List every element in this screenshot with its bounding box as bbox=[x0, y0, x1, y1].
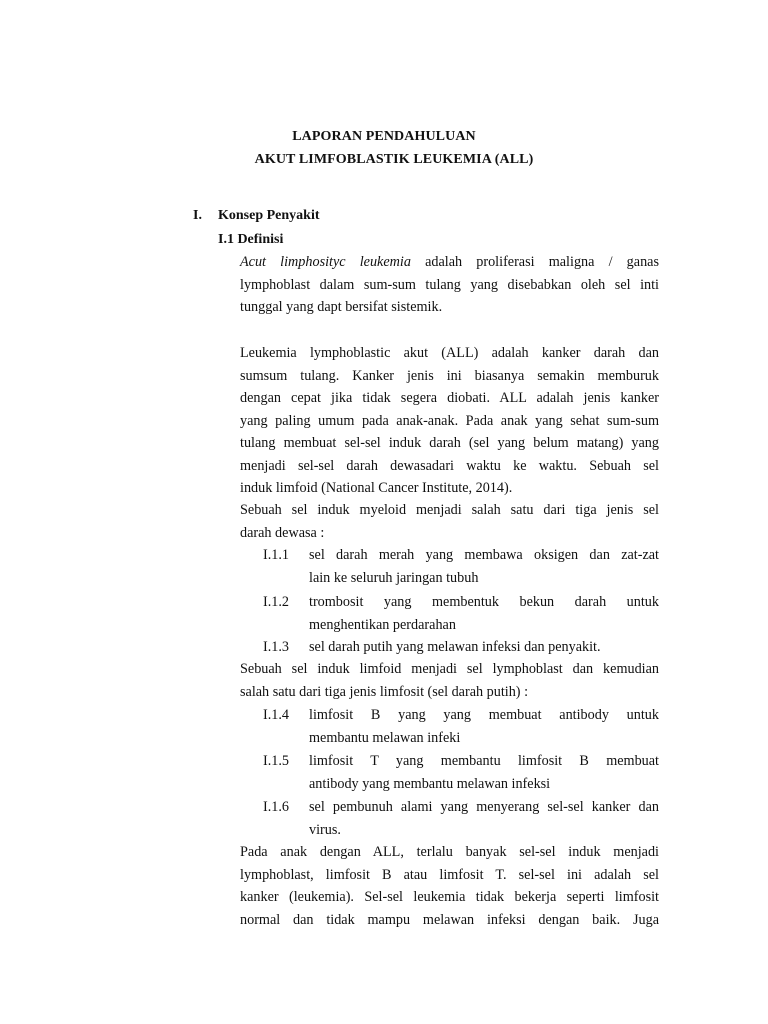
list-item-line: lain ke seluruh jaringan tubuh bbox=[309, 569, 479, 586]
italic-term: Acut limphosityc leukemia bbox=[240, 254, 411, 270]
list-item-line: antibody yang membantu melawan infeksi bbox=[309, 775, 551, 792]
list-item-number: I.1.5 bbox=[263, 753, 290, 769]
document-title-line-1: LAPORAN PENDAHULUAN bbox=[292, 129, 476, 144]
paragraph-line: menjadi sel-sel darah dewasadari waktu ke waktu. Sebuah sel bbox=[240, 457, 659, 474]
list-item-number: I.1.2 bbox=[263, 594, 290, 610]
list-item-line: sel darah putih yang melawan infeksi dan penyakit. bbox=[309, 639, 601, 655]
paragraph-line: darah dewasa : bbox=[240, 524, 325, 541]
paragraph-definition bbox=[240, 251, 659, 319]
paragraph-all-children bbox=[240, 841, 659, 931]
subsection-title: I.1 Definisi bbox=[218, 232, 284, 247]
paragraph-line: tulang membuat sel-sel induk darah (sel yang belum matang) yang bbox=[240, 435, 659, 451]
paragraph-line: Sebuah sel induk myeloid menjadi salah satu dari tiga jenis sel bbox=[240, 502, 659, 518]
list-item-line: trombosit yang membentuk bekun darah untuk bbox=[309, 594, 659, 610]
paragraph-line: dengan cepat jika tidak segera diobati. ALL adalah jenis kanker bbox=[240, 390, 659, 406]
list-item-line: sel pembunuh alami yang menyerang sel-sel kanker dan bbox=[309, 799, 659, 815]
list-item-line: membantu melawan infeki bbox=[309, 729, 461, 746]
document-title-line-2: AKUT LIMFOBLASTIK LEUKEMIA (ALL) bbox=[254, 152, 534, 167]
section-number: I. bbox=[193, 208, 202, 223]
list-item-line: menghentikan perdarahan bbox=[309, 616, 456, 633]
list-item-line: limfosit B yang yang membuat antibody untuk bbox=[309, 707, 659, 723]
paragraph-all-description bbox=[240, 342, 659, 500]
list-item-line: limfosit T yang membantu limfosit B membuat bbox=[309, 753, 659, 769]
paragraph-line: yang paling umum pada anak-anak. Pada anak yang sehat sum-sum bbox=[240, 412, 659, 429]
paragraph-line: normal dan tidak mampu melawan infeksi dengan baik. Juga bbox=[240, 911, 659, 928]
paragraph-lymphoid bbox=[240, 658, 659, 703]
list-item-number: I.1.1 bbox=[263, 547, 290, 563]
list-item-number: I.1.3 bbox=[263, 639, 290, 655]
list-item-number: I.1.6 bbox=[263, 799, 290, 815]
paragraph-line: lymphoblast, limfosit B atau limfosit T. sel-sel ini adalah sel bbox=[240, 866, 659, 883]
paragraph-myeloid bbox=[240, 499, 659, 544]
paragraph-line: salah satu dari tiga jenis limfosit (sel darah putih) : bbox=[240, 683, 529, 700]
paragraph-line bbox=[240, 251, 659, 274]
paragraph-line: Pada anak dengan ALL, terlalu banyak sel-sel induk menjadi bbox=[240, 844, 659, 860]
paragraph-line: sumsum tulang. Kanker jenis ini biasanya semakin memburuk bbox=[240, 367, 659, 384]
paragraph-line: Sebuah sel induk limfoid menjadi sel lymphoblast dan kemudian bbox=[240, 661, 659, 677]
list-item-line: virus. bbox=[309, 821, 341, 838]
list-item-number: I.1.4 bbox=[263, 707, 290, 723]
paragraph-line: lymphoblast dalam sum-sum tulang yang disebabkan oleh sel inti bbox=[240, 276, 659, 293]
paragraph-line: kanker (leukemia). Sel-sel leukemia tidak bekerja seperti limfosit bbox=[240, 889, 659, 905]
paragraph-line: tunggal yang dapt bersifat sistemik. bbox=[240, 299, 443, 315]
paragraph-line: Leukemia lymphoblastic akut (ALL) adalah kanker darah dan bbox=[240, 345, 659, 361]
list-item-line: sel darah merah yang membawa oksigen dan zat-zat bbox=[309, 547, 659, 563]
paragraph-text: adalah proliferasi maligna / ganas bbox=[425, 254, 659, 270]
paragraph-line: induk limfoid (National Cancer Institute, 2014). bbox=[240, 480, 513, 496]
section-title: Konsep Penyakit bbox=[218, 208, 320, 223]
